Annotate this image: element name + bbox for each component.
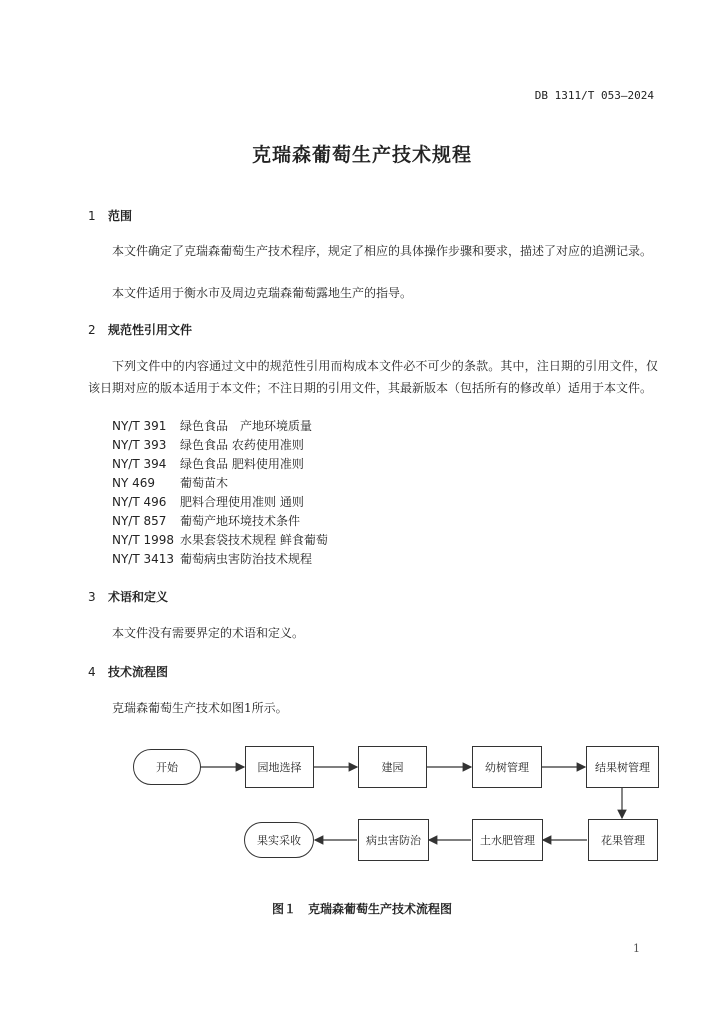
reference-name: 葡萄苗木 [180, 476, 229, 490]
flow-node-build: 建园 [358, 746, 427, 788]
page-title: 克瑞森葡萄生产技术规程 [251, 144, 472, 166]
reference-code: NY/T 857 [112, 514, 167, 528]
references-intro: 下列文件中的内容通过文中的规范性引用而构成本文件必不可少的条款。其中，注日期的引用文件，仅该日期对应的版本适用于本文件；不注日期的引用文件，其最新版本（包括所有的修改单）适用于本文件。 [88, 359, 658, 395]
reference-name: 肥料合理使用准则 通则 [180, 495, 304, 509]
reference-code: NY 469 [112, 476, 156, 490]
section-title: 技术流程图 [108, 665, 169, 679]
flow-node-site: 园地选择 [245, 746, 314, 788]
standard-id: DB 1311/T 053—2024 [534, 89, 654, 102]
figure-caption: 图１ 克瑞森葡萄生产技术流程图 [271, 902, 452, 916]
reference-name: 绿色食品 农药使用准则 [180, 438, 304, 452]
flow-intro: 克瑞森葡萄生产技术如图1所示。 [112, 701, 288, 715]
reference-code: NY/T 391 [112, 419, 167, 433]
flow-node-soil: 土水肥管理 [472, 819, 543, 861]
reference-name: 水果套袋技术规程 鲜食葡萄 [180, 533, 328, 547]
scope-paragraph-1: 本文件确定了克瑞森葡萄生产技术程序，规定了相应的具体操作步骤和要求，描述了对应的追溯记录。 [112, 244, 653, 258]
reference-name: 葡萄病虫害防治技术规程 [180, 552, 313, 566]
flow-node-start: 开始 [133, 749, 201, 785]
section-title: 范围 [108, 209, 133, 223]
flow-node-fruiting: 结果树管理 [586, 746, 659, 788]
page-number: 1 [633, 942, 640, 955]
section-number: 2 [88, 323, 96, 337]
section-title: 规范性引用文件 [108, 323, 193, 337]
reference-code: NY/T 1998 [112, 533, 175, 547]
section-number: 1 [88, 209, 96, 223]
flow-node-harvest: 果实采收 [244, 822, 314, 858]
reference-name: 绿色食品 产地环境质量 [180, 419, 313, 433]
reference-code: NY/T 496 [112, 495, 167, 509]
reference-code: NY/T 394 [112, 457, 167, 471]
scope-paragraph-2: 本文件适用于衡水市及周边克瑞森葡萄露地生产的指导。 [112, 286, 413, 300]
section-title: 术语和定义 [108, 590, 169, 604]
flow-node-pest: 病虫害防治 [358, 819, 429, 861]
reference-code: NY/T 393 [112, 438, 167, 452]
flow-node-young: 幼树管理 [472, 746, 542, 788]
terms-paragraph: 本文件没有需要界定的术语和定义。 [112, 626, 305, 640]
reference-name: 绿色食品 肥料使用准则 [180, 457, 304, 471]
reference-name: 葡萄产地环境技术条件 [180, 514, 301, 528]
flow-node-flower: 花果管理 [588, 819, 658, 861]
section-number: 3 [88, 590, 96, 604]
reference-code: NY/T 3413 [112, 552, 175, 566]
section-number: 4 [88, 665, 96, 679]
